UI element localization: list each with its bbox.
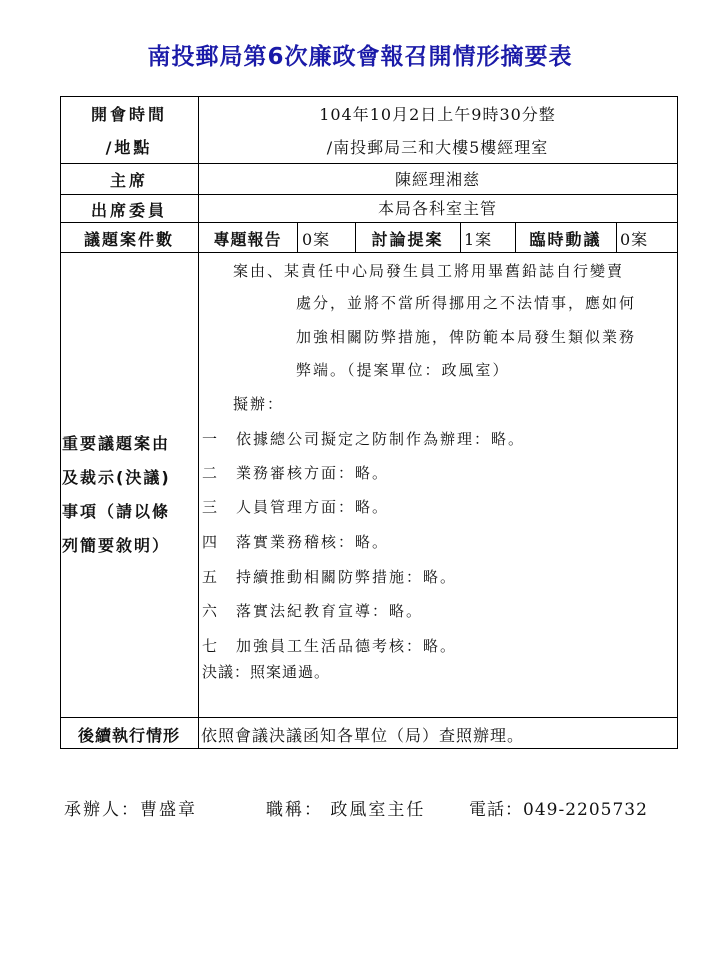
item-text: 加強員工生活品德考核：略。: [236, 637, 458, 655]
resolution-text: 決議：照案通過。: [202, 663, 331, 681]
item-number: 三: [202, 498, 220, 516]
members-value: 本局各科室主管: [377, 199, 497, 218]
item-text: 持續推動相關防弊措施：略。: [236, 568, 458, 586]
item-text: 落實法紀教育宣導：略。: [236, 602, 424, 620]
followup-label: 後續執行情形: [77, 726, 180, 745]
item-number: 六: [202, 602, 220, 620]
case-text-line: 處分，並將不當所得挪用之不法情事，應如何: [296, 294, 637, 312]
item-number: 七: [202, 637, 220, 655]
discussion-count: 1案: [464, 230, 493, 249]
table-border-top: [60, 96, 678, 97]
item-number: 四: [202, 533, 220, 551]
table-divider: [60, 163, 678, 164]
chair-label: 主席: [109, 171, 148, 190]
table-divider: [616, 222, 617, 252]
report-label: 專題報告: [213, 230, 282, 249]
position-info: 職稱： 政風室主任: [266, 800, 426, 820]
followup-value: 依照會議決議函知各單位（局）查照辦理。: [201, 726, 525, 745]
table-divider: [297, 222, 298, 252]
table-border-bottom: [60, 748, 678, 749]
ad-hoc-count: 0案: [620, 230, 649, 249]
item-text: 業務審核方面：略。: [236, 464, 390, 482]
table-border-left: [60, 96, 61, 749]
item-number: 一: [202, 430, 220, 448]
table-divider: [60, 252, 678, 253]
chair-value: 陳經理湘慈: [394, 170, 480, 189]
table-divider: [460, 222, 461, 252]
label-line: 事項（請以條: [62, 502, 171, 521]
meeting-location-value: /南投郵局三和大樓5樓經理室: [326, 138, 549, 157]
table-divider: [198, 96, 199, 749]
members-label: 出席委員: [90, 201, 167, 220]
case-text-line: 案由、某責任中心局發生員工將用畢舊鉛誌自行變賣: [233, 262, 625, 280]
item-number: 二: [202, 464, 220, 482]
handler-info: 承辦人：曹盛章: [64, 800, 197, 820]
meeting-time-label: 開會時間: [90, 105, 167, 124]
item-text: 依據總公司擬定之防制作為辦理：略。: [236, 430, 526, 448]
item-text: 人員管理方面：略。: [236, 498, 390, 516]
important-issues-label: [62, 427, 198, 563]
report-count: 0案: [302, 230, 331, 249]
table-divider: [60, 222, 678, 223]
label-line: 及裁示(決議): [62, 468, 171, 487]
case-text-line: 弊端。（提案單位：政風室）: [296, 361, 510, 379]
phone-info: 電話：049-2205732: [469, 800, 648, 820]
document-title: 南投郵局第6次廉政會報召開情形摘要表: [147, 44, 573, 70]
item-text: 落實業務稽核：略。: [236, 533, 390, 551]
proposal-label: 擬辦：: [233, 395, 285, 413]
meeting-time-value: 104年10月2日上午9時30分整: [319, 105, 556, 124]
discussion-label: 討論提案: [371, 230, 444, 249]
label-line: 重要議題案由: [62, 434, 171, 453]
case-count-label: 議題案件數: [83, 230, 174, 249]
table-divider: [60, 717, 678, 718]
case-text-line: 加強相關防弊措施，俾防範本局發生類似業務: [296, 328, 637, 346]
item-number: 五: [202, 568, 220, 586]
label-line: 列簡要敘明）: [62, 536, 171, 555]
table-divider: [60, 194, 678, 195]
meeting-location-label: /地點: [105, 138, 153, 157]
ad-hoc-label: 臨時動議: [529, 230, 602, 249]
table-border-right: [677, 96, 678, 749]
